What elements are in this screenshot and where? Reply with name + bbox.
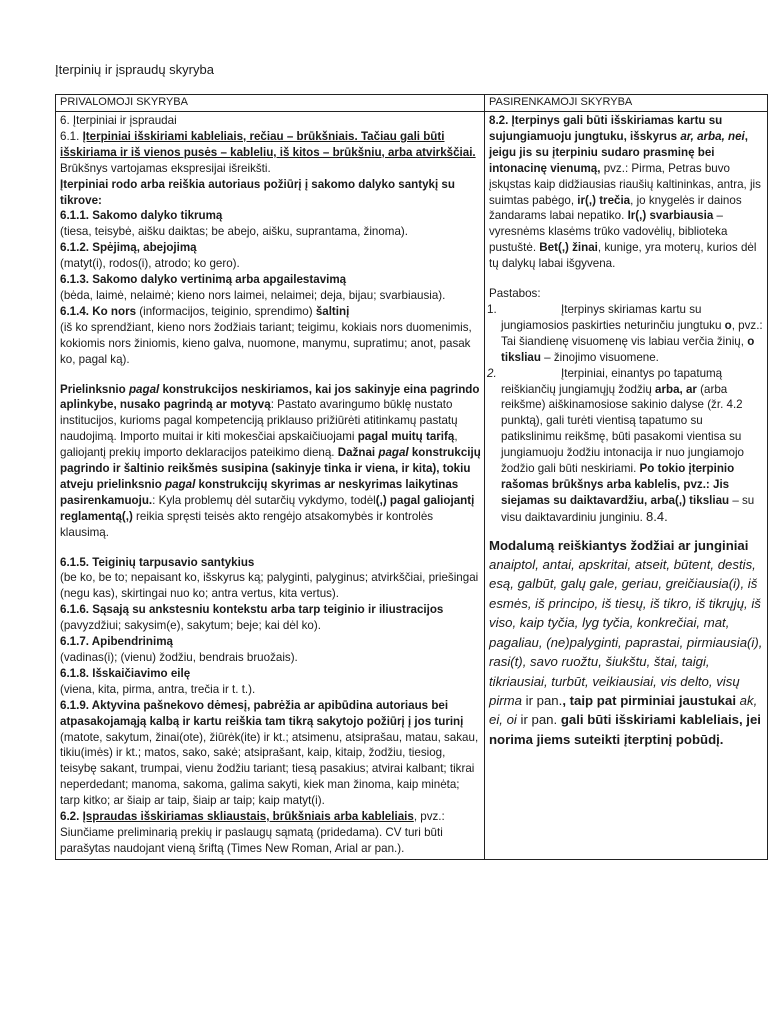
section-number: 6.2. (60, 810, 83, 824)
heading-part: šaltinį (315, 304, 350, 318)
heading-6-1-5: 6.1.5. Teiginių tarpusavio santykius (60, 555, 255, 569)
text-run: o (724, 318, 732, 332)
text-run: (,) pagal galiojantį reglamentą(,) (60, 493, 475, 523)
section-6-2-tail: , pvz.: Siunčiame preliminarią prekių ir paslaugų sąmatą (pridedama). CV turi būti parašytas naudojant vieną šriftą (Times New Roman, Arial ar pan.). (60, 810, 445, 855)
text-run: Įterpiniai, einantys po tapatumą reiškiančių jungiamųjų žodžių (501, 366, 723, 396)
spacer (60, 541, 481, 555)
examples-6-1-7: (vadinas(i); (vienu) žodžiu, bendrais bruožais). (60, 651, 298, 664)
text-run: (arba reikšme) aiškinamosiose sakinio dalyse (žr. 4.2 punktą), gali turėti vientisą tapatumo su patikslinimu reikšmę, būti pasakomi vientisa su jungiamuoju žodžiu intonacija ir nuo jungiamojo žodžio gali būti neskiriami. (501, 382, 744, 476)
text-run: , kunige, yra moterų, kurios dėl tų dalykų labai išgyvena. (489, 241, 757, 271)
text-run: konstrukcijų pagrindo ir šaltinio reikšmės susipina (sakinyje tinka ir viena, ir kita), tokiu atveju prielinksnio (60, 446, 481, 491)
text-run: Bet(,) žinai (539, 241, 598, 255)
table-header-row (56, 95, 768, 112)
examples-6-1-2: (matyt(i), rodos(i), atrodo; ko gero). (60, 257, 240, 271)
examples-6-1-4: (iš ko sprendžiant, kieno nors žodžiais tariant; teigimu, kokiais nors duomenimis, kokiomis nors žiniomis, kieno galva, nuomone, manymu, supratimu; anot, pasak ko, pagal ką). (60, 320, 472, 366)
text-run: , pvz.: Tai šiandienę visuomenę vis labiau verčia žinių, (501, 318, 763, 348)
text-run: – vyresnėms klasėms trūko vadovėlių, biblioteka pustuštė. (489, 209, 728, 255)
text-run: , taip pat pirminiai jaustukai (562, 692, 736, 708)
header-optional: PASIRENKAMOJI SKYRYBA (485, 95, 768, 112)
section-6-2 (60, 809, 481, 857)
text-run: , jo knygelės ir dainos žandarams labai nepatiko. (489, 193, 742, 223)
text-run: 8.4. (646, 508, 668, 524)
punctuation-table (55, 94, 768, 860)
heading-6-1-9: 6.1.9. Aktyvina pašnekovo dėmesį, pabrėžia ar apibūdina autoriaus bei atpasakojamąją kalbą ir kartu reiškia tam tikrą sakytojo požiūrį į jos turinį (60, 698, 464, 728)
examples-6-1-3: (bėda, laimė, nelaimė; kieno nors laimei, nelaimei; deja, bijau; svarbiausia). (60, 288, 446, 302)
heading-6-1-2: 6.1.2. Spėjimą, abejojimą (60, 241, 197, 255)
text-run: gali būti išskiriami kableliais, jei norima jiems suteikti įterptinį pobūdį. (489, 712, 761, 747)
text-run: , galiojantį prekių importo deklaracijos pateikimo dieną. (60, 430, 458, 460)
section-number: 6.1. (60, 129, 83, 143)
text-run: konstrukcijos neskiriamos, kai jos sakinyje eina pagrindo aplinkybe, nusako pagrindą ar motyvą (60, 382, 480, 412)
spacer (489, 272, 764, 286)
intro-text: Įterpiniai rodo arba reiškia autoriaus požiūrį į sakomo dalyko santykį su tikrove: (60, 177, 455, 207)
section-6-1 (60, 129, 481, 177)
text-run: pagal (378, 446, 409, 460)
text-run: pagal muitų tarifą (357, 430, 455, 444)
heading-part: 6.1.4. Ko nors (60, 304, 137, 318)
text-run: : Pastato avaringumo būklę nustato institucijos, kurioms pagal kompetenciją priklauso prižiūrėti atitinkamų pastatų naudojimą. Importo muitai ir kiti mokesčiai apskaičiuojami (60, 398, 458, 444)
text-run: : Kyla problemų dėl sutarčių vykdymo, todėl (152, 493, 376, 507)
heading-part: (informacijos, teiginio, sprendimo) (136, 304, 316, 318)
examples-6-1-6: (pavyzdžiui; sakysim(e), sakytum; beje; kai dėl ko). (60, 619, 321, 633)
section-6-heading: 6. Įterpiniai ir įspraudai (60, 114, 177, 127)
optional-column (485, 112, 768, 860)
text-run: o tiksliau (501, 334, 755, 364)
text-run: – su visu daiktavardiniu junginiu. (501, 493, 755, 524)
text-run: ar, arba, nei (680, 129, 745, 143)
examples-6-1-5: (be ko, be to; nepaisant ko, išskyrus ką; palyginti, palyginus; atvirkščiai, priešingai (negu kas), skirtingai nuo ko; antra vertus, kita vertus). (60, 571, 479, 601)
mandatory-column (56, 112, 485, 860)
text-run: Po tokio įterpinio rašomas brūkšnys arba kablelis, pvz.: Jis siejamas su daiktavardžiu, (501, 462, 735, 507)
text-run: ir pan. (521, 692, 563, 708)
text-run: pagal (165, 477, 196, 491)
examples-6-1-8: (viena, kita, pirma, antra, trečia ir t. t.). (60, 682, 256, 696)
header-mandatory: PRIVALOMOJI SKYRYBA (56, 95, 485, 112)
section-6-1-tail: Brūkšnys vartojamas ekspresijai išreikšti. (60, 161, 271, 175)
note-item (489, 302, 764, 366)
examples-6-1-9: (matote, sakytum, žinai(ote), žiūrėk(ite) ir kt.; atsimenu, atsiprašau, matau, sakau, tikiu(imės) ir kt.; matos, sako, sakė; atsiprašant, kaip, kitaip, žodžiu, tiesiog, teisybę sakant, trumpai, vienu žodžiu tariant; tiesą pasakius; atvirai kalbant; tikrai neperdedant; manoma, sakoma, galima sakyti, kiek man žinoma, kaip minėta; tarp kitko; ar šiaip ar taip, šiaip ar taip; kaip matyt(i). (60, 730, 479, 808)
note-item (489, 366, 764, 526)
heading-6-1-1: 6.1.1. Sakomo dalyko tikrumą (60, 209, 223, 223)
text-run: Modalumą reiškiantys žodžiai ar junginiai (489, 537, 749, 553)
table-row (56, 112, 768, 860)
spacer (60, 368, 481, 382)
text-run: Dažnai (337, 446, 379, 460)
spacer (489, 526, 764, 536)
text-run: 8.2. Įterpinys gali būti išskiriamas kartu su sujungiamuoju jungtuku, išskyrus (489, 114, 723, 143)
notes-title: Pastabos: (489, 287, 541, 301)
text-run: Ir(,) svarbiausia (627, 209, 714, 223)
heading-6-1-7: 6.1.7. Apibendrinimą (60, 635, 173, 649)
text-run: pagal (128, 382, 160, 396)
heading-6-1-3: 6.1.3. Sakomo dalyko vertinimą arba apgailestavimą (60, 273, 347, 287)
examples-6-1-1: (tiesa, teisybė, aišku daiktas; be abejo, aišku, suprantama, žinoma). (60, 225, 408, 239)
text-run: anaiptol, antai, apskritai, atseit, būtent, destis, esą, galbūt, galų gale, geriau, greičiausia(i), iš esmės, iš principo, iš tiesų, iš tikro, iš tikrųjų, iš viso, kaip tyčia, lyg tyčia, konkrečiai, mat, pagaliau, (ne)palyginti, paprastai, pirmiausia(i), rasi(t), savo ruožtu, šiukštu, štai, taigi, tikriausiai, turbūt, veikiausiai, vis delto, visų pirma (489, 557, 763, 708)
text-run: arba, ar (655, 382, 697, 396)
text-run: ir(,) trečia (577, 193, 631, 207)
text-run: ak, ei, oi (489, 692, 758, 728)
text-run: ir pan. (516, 712, 558, 728)
note-number: 2. (487, 366, 497, 380)
heading-6-1-6: 6.1.6. Sąsają su ankstesniu kontekstu arba tarp teiginio ir iliustracijos (60, 603, 444, 617)
heading-6-1-4 (60, 304, 481, 320)
text-run: pvz.: Pirma, Petras buvo įskųstas kaip didžiausias riaušių kaltininkas, antra, jis suimtas pabėgo, (489, 161, 761, 207)
text-run: , jeigu jis su įterpiniu sudaro prasminę bei intonacinę vienumą, (489, 129, 749, 175)
modal-words-paragraph (489, 536, 764, 749)
text-run: Įterpinys skiriamas kartu su jungiamosios paskirties neturinčiu jungtuku (501, 302, 725, 332)
text-run: – žinojimo visuomene. (540, 350, 659, 364)
text-run: konstrukcijų skyrimas ar neskyrimas laikytinas pasirenkamuoju. (60, 477, 459, 507)
text-run: arba(,) tiksliau (650, 493, 730, 507)
notes-list (489, 302, 764, 526)
section-6-2-rule: Įspraudas išskiriamas skliaustais, brūkšniais arba kableliais (82, 810, 414, 824)
page-title: Įterpinių ir įspraudų skyryba (55, 62, 214, 77)
text-run: Prielinksnio (60, 382, 129, 396)
section-6-1-rule: Įterpiniai išskiriami kableliais, rečiau – brūkšniais. Tačiau gali būti išskiriama ir iš vienos pusės – kableliu, iš kitos – brūkšniu, arba atvirkščiai. (60, 129, 476, 159)
note-number: 1. (487, 302, 497, 316)
pagal-paragraph (60, 382, 481, 541)
section-8-2 (489, 113, 764, 272)
heading-6-1-8: 6.1.8. Išskaičiavimo eilę (60, 666, 191, 680)
text-run: reikia spręsti teisės akto rengėjo atsakomybės ir kontrolės klausimą. (60, 509, 434, 539)
